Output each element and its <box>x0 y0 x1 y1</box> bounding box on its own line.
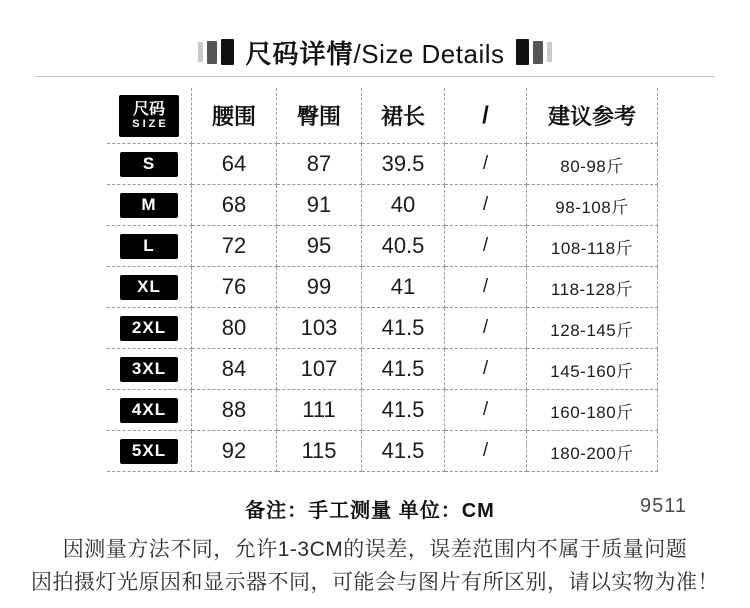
tolerance-note: 因测量方法不同，允许1-3CM的误差，误差范围内不属于质量问题 <box>62 538 688 561</box>
hip-cell: 95 <box>277 226 362 267</box>
hip-cell: 91 <box>277 185 362 226</box>
slash-cell: / <box>445 144 527 185</box>
title-right-bars-icon <box>516 39 552 65</box>
color-difference-note: 因拍摄灯光原因和显示器不同，可能会与图片有所区别，请以实物为准！ <box>31 571 719 594</box>
size-badge: XL <box>120 275 178 300</box>
slash-cell: / <box>445 185 527 226</box>
weight-cell: 118-128斤 <box>527 267 658 308</box>
bar-light-icon <box>547 42 552 62</box>
length-cell: 40.5 <box>362 226 445 267</box>
measure-remark: 备注：手工测量 单位：CM <box>245 500 495 522</box>
header-waist: 腰围 <box>192 88 277 144</box>
size-cell <box>107 185 192 226</box>
hip-cell: 103 <box>277 308 362 349</box>
size-header-cn: 尺码 <box>132 100 165 118</box>
size-badge: M <box>120 193 178 218</box>
slash-cell: / <box>445 349 527 390</box>
length-cell: 41.5 <box>362 431 445 472</box>
weight-cell: 80-98斤 <box>527 144 658 185</box>
size-cell <box>107 308 192 349</box>
bar-dark-icon <box>221 39 234 65</box>
weight-cell: 108-118斤 <box>527 226 658 267</box>
weight-cell: 160-180斤 <box>527 390 658 431</box>
size-badge: S <box>120 152 178 177</box>
divider-line <box>35 76 715 77</box>
hip-cell: 107 <box>277 349 362 390</box>
section-title <box>0 33 750 71</box>
title-left-bars-icon <box>198 39 234 65</box>
slash-cell: / <box>445 308 527 349</box>
length-cell: 39.5 <box>362 144 445 185</box>
header-suggestion: 建议参考 <box>527 88 658 144</box>
size-badge: 4XL <box>120 398 178 423</box>
length-cell: 41.5 <box>362 390 445 431</box>
header-size-cell <box>107 88 192 144</box>
size-cell <box>107 431 192 472</box>
size-cell <box>107 226 192 267</box>
slash-cell: / <box>445 267 527 308</box>
header-slash: / <box>445 88 527 144</box>
page-title-cn: 尺码详情 <box>245 38 354 69</box>
bar-dark-icon <box>516 39 529 65</box>
weight-cell: 98-108斤 <box>527 185 658 226</box>
weight-cell: 128-145斤 <box>527 308 658 349</box>
bar-mid-icon <box>207 41 217 64</box>
style-code: 9511 <box>640 495 688 517</box>
page-title-en: /Size Details <box>353 38 505 69</box>
size-header-badge <box>119 95 179 137</box>
size-table <box>107 88 658 472</box>
size-badge: 3XL <box>120 357 178 382</box>
bar-light-icon <box>198 42 203 62</box>
waist-cell: 80 <box>192 308 277 349</box>
waist-cell: 88 <box>192 390 277 431</box>
header-length: 裙长 <box>362 88 445 144</box>
waist-cell: 84 <box>192 349 277 390</box>
size-cell <box>107 349 192 390</box>
size-header-en: SIZE <box>132 118 169 131</box>
size-cell <box>107 267 192 308</box>
length-cell: 40 <box>362 185 445 226</box>
size-badge: 5XL <box>120 439 178 464</box>
slash-cell: / <box>445 431 527 472</box>
hip-cell: 87 <box>277 144 362 185</box>
waist-cell: 68 <box>192 185 277 226</box>
waist-cell: 76 <box>192 267 277 308</box>
page-title <box>245 34 504 71</box>
size-cell <box>107 390 192 431</box>
length-cell: 41.5 <box>362 308 445 349</box>
slash-cell: / <box>445 390 527 431</box>
size-badge: 2XL <box>120 316 178 341</box>
length-cell: 41 <box>362 267 445 308</box>
weight-cell: 180-200斤 <box>527 431 658 472</box>
waist-cell: 92 <box>192 431 277 472</box>
slash-cell: / <box>445 226 527 267</box>
length-cell: 41.5 <box>362 349 445 390</box>
hip-cell: 99 <box>277 267 362 308</box>
bar-mid-icon <box>533 41 543 64</box>
size-badge: L <box>120 234 178 259</box>
waist-cell: 72 <box>192 226 277 267</box>
waist-cell: 64 <box>192 144 277 185</box>
size-cell <box>107 144 192 185</box>
hip-cell: 111 <box>277 390 362 431</box>
header-hip: 臀围 <box>277 88 362 144</box>
hip-cell: 115 <box>277 431 362 472</box>
weight-cell: 145-160斤 <box>527 349 658 390</box>
